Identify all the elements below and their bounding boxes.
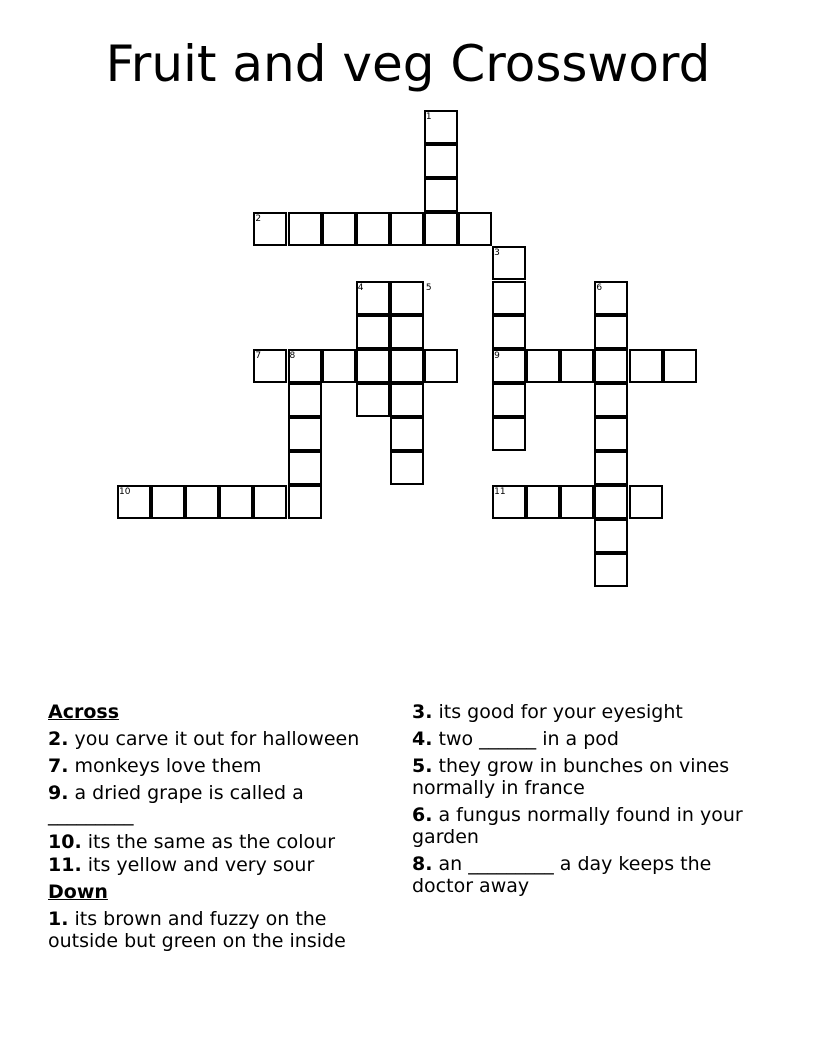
clue-across-2 (48, 728, 393, 750)
clue-number: 9. (48, 782, 69, 804)
clue-text: a dried grape is called a _________ (48, 782, 304, 826)
grid-cell[interactable] (288, 383, 322, 417)
grid-cell[interactable] (322, 349, 356, 383)
grid-cell[interactable] (594, 417, 628, 451)
grid-cell[interactable] (253, 485, 287, 519)
clue-number: 5. (412, 755, 433, 777)
grid-cell[interactable] (390, 383, 424, 417)
grid-cell[interactable] (390, 212, 424, 246)
down-heading: Down (48, 881, 108, 903)
grid-cell[interactable] (526, 349, 560, 383)
across-heading: Across (48, 701, 120, 723)
clue-text: an _________ a day keeps the doctor away (412, 853, 712, 897)
grid-cell[interactable] (390, 417, 424, 451)
clue-text: its brown and fuzzy on the outside but green on the inside (48, 908, 346, 952)
grid-cell[interactable] (594, 315, 628, 349)
cell-number: 8 (289, 350, 296, 361)
clue-number: 3. (412, 701, 433, 723)
grid-cell[interactable] (356, 315, 390, 349)
clue-across-10 (48, 831, 393, 853)
clue-down-5 (412, 755, 757, 799)
cell-number: 11 (494, 487, 506, 498)
grid-cell[interactable] (390, 349, 424, 383)
grid-cell[interactable] (390, 451, 424, 485)
grid-cell[interactable] (424, 144, 458, 178)
grid-cell[interactable] (288, 212, 322, 246)
cell-number: 5 (425, 282, 432, 293)
grid-cell[interactable] (492, 281, 526, 315)
grid-cell[interactable] (356, 349, 390, 383)
cell-number: 10 (119, 487, 131, 498)
grid-cell[interactable] (458, 212, 492, 246)
grid-cell[interactable] (288, 451, 322, 485)
clue-down-6 (412, 804, 757, 848)
grid-cell[interactable] (629, 485, 663, 519)
clue-across-11 (48, 854, 393, 876)
clue-across-9 (48, 782, 393, 826)
clue-text: its yellow and very sour (87, 854, 315, 876)
grid-cell[interactable] (663, 349, 697, 383)
clue-number: 2. (48, 728, 69, 750)
cell-number: 9 (494, 350, 500, 361)
grid-cell[interactable] (594, 383, 628, 417)
cell-number: 1 (425, 112, 432, 122)
cell-number: 6 (596, 282, 603, 293)
clue-text: its the same as the colour (87, 831, 336, 853)
clues-column-left (48, 701, 393, 957)
grid-cell[interactable] (629, 349, 663, 383)
clue-text: you carve it out for halloween (74, 728, 360, 750)
clue-number: 11. (48, 854, 82, 876)
grid-cell[interactable] (594, 485, 628, 519)
grid-cell[interactable] (526, 485, 560, 519)
clue-number: 1. (48, 908, 69, 930)
clue-text: monkeys love them (74, 755, 262, 777)
grid-cell[interactable] (390, 315, 424, 349)
clue-number: 6. (412, 804, 433, 826)
clues-column-right (412, 701, 757, 902)
clue-text: they grow in bunches on vines normally in france (412, 755, 730, 799)
grid-cell[interactable] (560, 349, 594, 383)
grid-cell[interactable] (594, 519, 628, 553)
clue-down-4 (412, 728, 757, 750)
grid-cell[interactable] (594, 451, 628, 485)
clue-down-8 (412, 853, 757, 897)
clue-text: two ______ in a pod (438, 728, 619, 750)
grid-cell[interactable] (219, 485, 253, 519)
cell-number: 2 (255, 214, 262, 225)
grid-cell[interactable] (594, 349, 628, 383)
clue-down-3 (412, 701, 757, 723)
grid-cell[interactable] (288, 485, 322, 519)
clue-down-1 (48, 908, 393, 952)
grid-cell[interactable] (288, 417, 322, 451)
clue-number: 7. (48, 755, 69, 777)
grid-cell[interactable] (390, 281, 424, 315)
clue-number: 8. (412, 853, 433, 875)
grid-cell[interactable] (322, 212, 356, 246)
grid-cell[interactable] (492, 315, 526, 349)
grid-cell[interactable] (424, 212, 458, 246)
grid-cell[interactable] (356, 383, 390, 417)
grid-cell[interactable] (424, 349, 458, 383)
cell-number: 3 (494, 248, 500, 259)
clue-number: 4. (412, 728, 433, 750)
grid-cell[interactable] (151, 485, 185, 519)
grid-cell[interactable] (185, 485, 219, 519)
clue-text: a fungus normally found in your garden (412, 804, 743, 848)
grid-cell[interactable] (492, 417, 526, 451)
page-title: Fruit and veg Crossword (105, 35, 711, 93)
grid-cell[interactable] (560, 485, 594, 519)
grid-cell[interactable] (492, 383, 526, 417)
cell-number: 7 (255, 350, 262, 361)
grid-cell[interactable] (356, 212, 390, 246)
clue-text: its good for your eyesight (438, 701, 683, 723)
clue-number: 10. (48, 831, 82, 853)
grid-cell[interactable] (594, 553, 628, 587)
grid-cell[interactable] (424, 178, 458, 212)
clue-across-7 (48, 755, 393, 777)
cell-number: 4 (357, 282, 364, 293)
